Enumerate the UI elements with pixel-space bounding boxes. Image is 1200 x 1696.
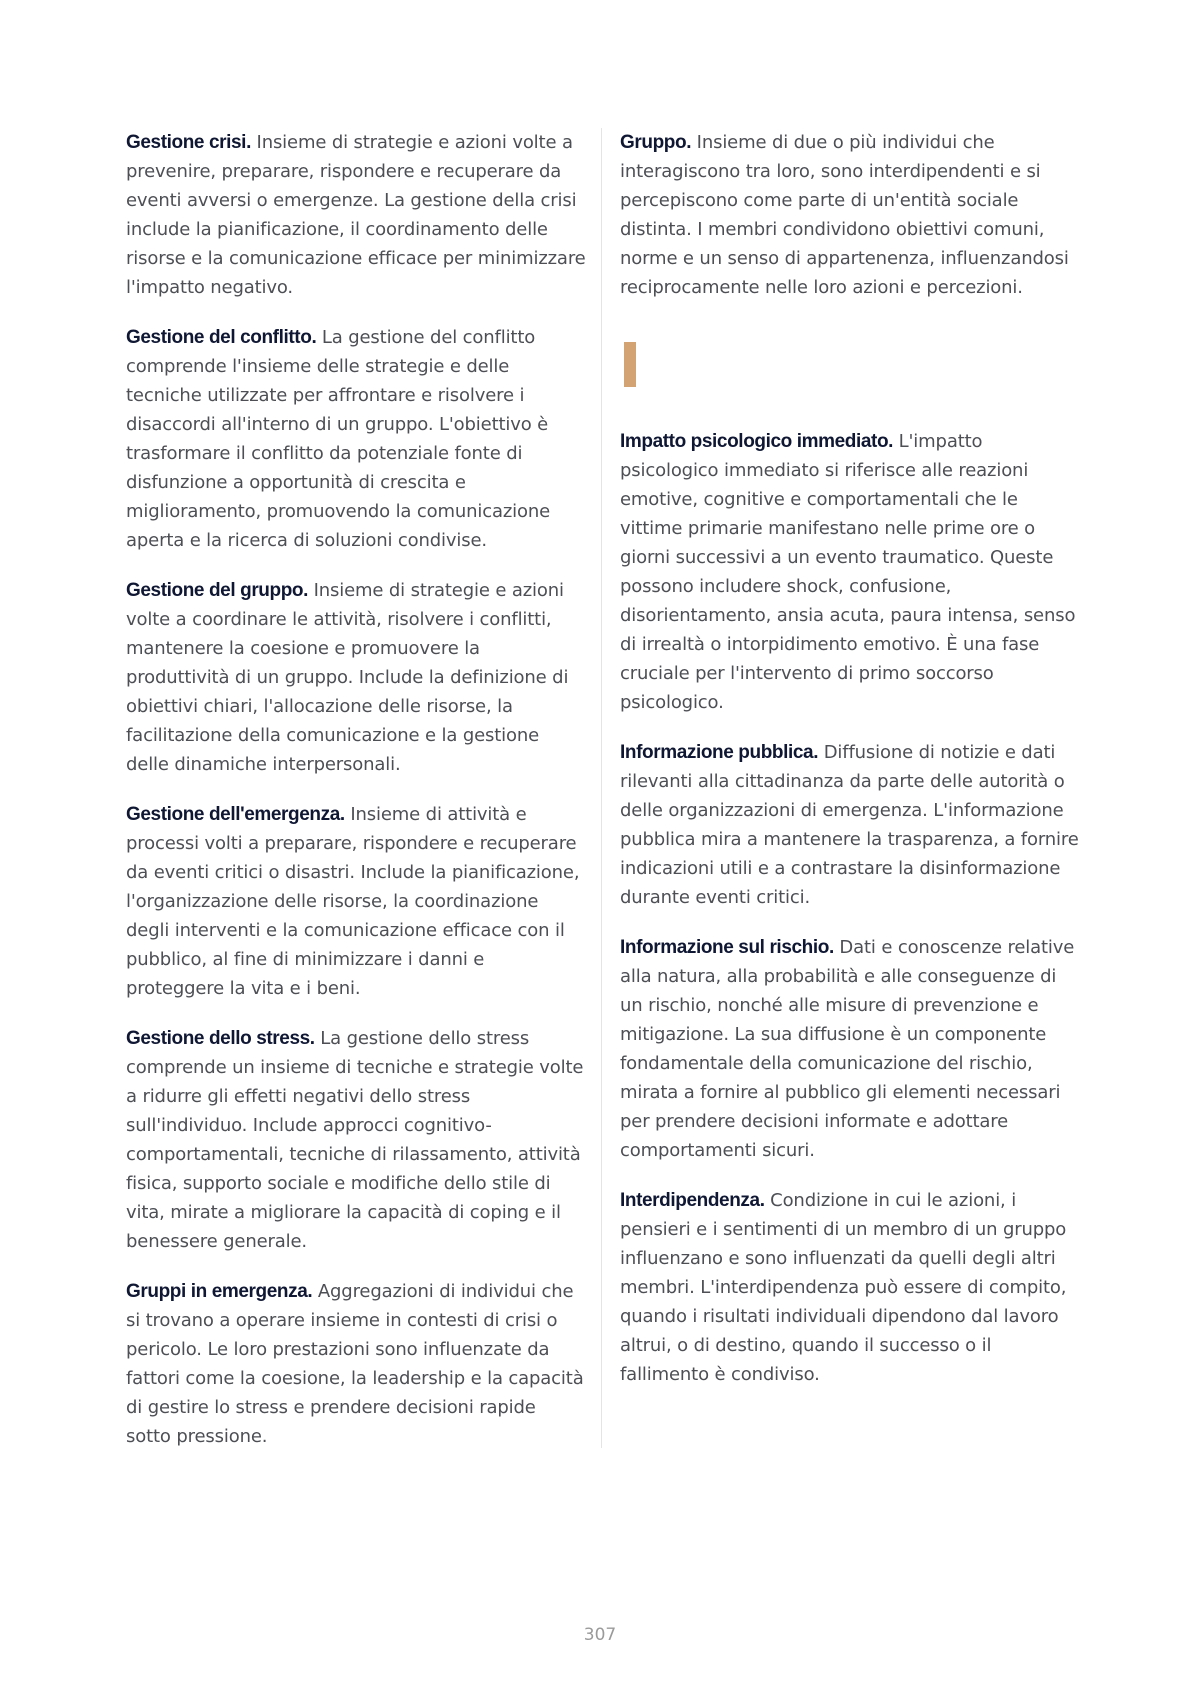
term-period: . (311, 327, 317, 348)
right-column (620, 128, 1084, 1410)
glossary-entry (126, 128, 586, 302)
term-period: . (307, 1281, 313, 1302)
glossary-definition: Diffusione di notizie e dati rilevanti alla cittadinanza da parte delle autorità o delle organizzazioni di emergenza. L'informazione pubblica mira a mantenere la trasparenza, a fornire indicazioni utili e a contrastare la disinformazione durante eventi critici. (620, 742, 1079, 908)
glossary-term: Gestione dell'emergenza (126, 804, 340, 825)
glossary-entry (126, 323, 586, 555)
term-period: . (303, 580, 309, 601)
glossary-entry (620, 738, 1084, 912)
glossary-entry (620, 933, 1084, 1165)
glossary-term: Gruppi in emergenza (126, 1281, 308, 1302)
term-period: . (813, 742, 819, 763)
glossary-term: Gestione dello stress (126, 1028, 310, 1049)
glossary-term: Informazione sul rischio (620, 937, 829, 958)
section-letter-marker (624, 342, 636, 387)
term-period: . (686, 132, 692, 153)
glossary-entry (126, 576, 586, 779)
term-period: . (759, 1190, 765, 1211)
glossary-term: Impatto psicologico immediato (620, 431, 889, 452)
term-period: . (246, 132, 251, 153)
glossary-definition: La gestione del conflitto comprende l'insieme delle strategie e delle tecniche utilizzate per affrontare e risolvere i disaccordi all'interno di un gruppo. L'obiettivo è trasformare il conflitto da potenziale fonte di disfunzione a opportunità di crescita e miglioramento, promuovendo la comunicazione aperta e la ricerca di soluzioni condivise. (126, 327, 551, 551)
glossary-definition: L'impatto psicologico immediato si riferisce alle reazioni emotive, cognitive e comportamentali che le vittime primarie manifestano nelle prime ore o giorni successivi a un evento traumatico. Queste possono includere shock, confusione, disorientamento, ansia acuta, paura intensa, senso di irrealtà o intorpidimento emotivo. È una fase cruciale per l'intervento di primo soccorso psicologico. (620, 431, 1076, 713)
glossary-entry (620, 128, 1084, 302)
glossary-term: Interdipendenza (620, 1190, 760, 1211)
glossary-entry (126, 1277, 586, 1451)
glossary-definition: Dati e conoscenze relative alla natura, alla probabilità e alle conseguenze di un rischio, nonché alle misure di prevenzione e mitigazione. La sua diffusione è un componente fondamentale della comunicazione del rischio, mirata a fornire al pubblico gli elementi necessari per prendere decisioni informate e adottare comportamenti sicuri. (620, 937, 1075, 1161)
glossary-term: Informazione pubblica (620, 742, 814, 763)
glossary-definition: Condizione in cui le azioni, i pensieri e i sentimenti di un membro di un gruppo influenzano e sono influenzati da quelli degli altri membri. L'interdipendenza può essere di compito, quando i risultati individuali dipendono dal lavoro altrui, o di destino, quando il successo o il fallimento è condiviso. (620, 1190, 1067, 1385)
page-number: 307 (583, 1625, 617, 1645)
glossary-definition: Insieme di attività e processi volti a preparare, rispondere e recuperare da eventi critici o disastri. Include la pianificazione, l'organizzazione delle risorse, la coordinazione degli interventi e la comunicazione efficace con il pubblico, al fine di minimizzare i danni e proteggere la vita e i beni. (126, 804, 580, 999)
glossary-entry (620, 427, 1084, 717)
glossary-definition: Aggregazioni di individui che si trovano a operare insieme in contesti di crisi o pericolo. Le loro prestazioni sono influenzate da fattori come la coesione, la leadership e la capacità di gestire lo stress e prendere decisioni rapide sotto pressione. (126, 1281, 584, 1447)
glossary-definition: Insieme di strategie e azioni volte a prevenire, preparare, rispondere e recuperare da eventi avversi o emergenze. La gestione della crisi include la pianificazione, il coordinamento delle risorse e la comunicazione efficace per minimizzare l'impatto negativo. (126, 132, 586, 298)
term-period: . (828, 937, 834, 958)
term-period: . (888, 431, 894, 452)
glossary-term: Gestione crisi (126, 132, 247, 153)
glossary-term: Gruppo (620, 132, 687, 153)
glossary-definition: La gestione dello stress comprende un insieme di tecniche e strategie volte a ridurre gli effetti negativi dello stress sull'individuo. Include approcci cognitivo-comportamentali, tecniche di rilassamento, attività fisica, supporto sociale e modifiche dello stile di vita, mirate a migliorare la capacità di coping e il benessere generale. (126, 1028, 584, 1252)
glossary-definition: Insieme di strategie e azioni volte a coordinare le attività, risolvere i conflitti, mantenere la coesione e promuovere la produttività di un gruppo. Include la definizione di obiettivi chiari, l'allocazione delle risorse, la facilitazione della comunicazione e la gestione delle dinamiche interpersonali. (126, 580, 569, 775)
glossary-entry (126, 800, 586, 1003)
glossary-term: Gestione del conflitto (126, 327, 312, 348)
term-period: . (309, 1028, 315, 1049)
glossary-entry (620, 1186, 1084, 1389)
glossary-definition: Insieme di due o più individui che interagiscono tra loro, sono interdipendenti e si percepiscono come parte di un'entità sociale distinta. I membri condividono obiettivi comuni, norme e un senso di appartenenza, influenzandosi reciprocamente nelle loro azioni e percezioni. (620, 132, 1069, 298)
glossary-entry (126, 1024, 586, 1256)
column-divider (601, 128, 602, 1448)
term-period: . (339, 804, 345, 825)
left-column (126, 128, 586, 1472)
glossary-term: Gestione del gruppo (126, 580, 304, 601)
